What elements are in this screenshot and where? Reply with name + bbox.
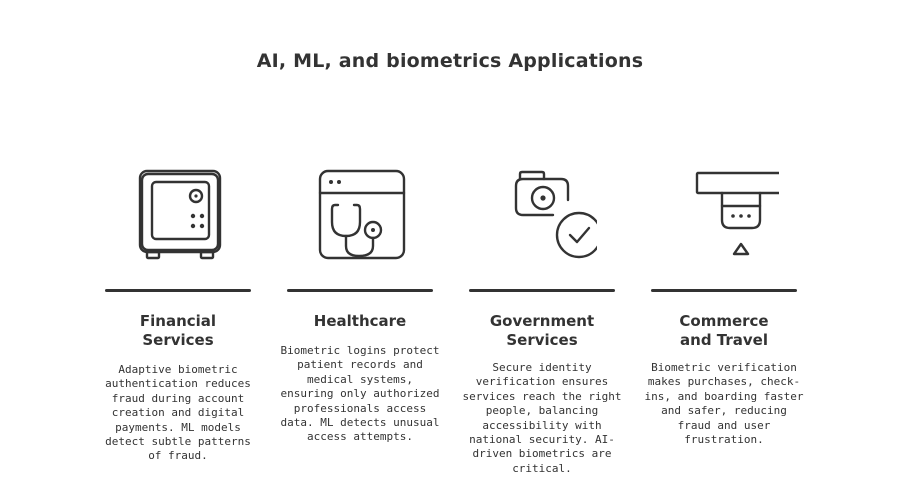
section-divider xyxy=(287,289,433,292)
section-divider xyxy=(469,289,615,292)
camera-check-icon xyxy=(467,160,617,270)
section-divider xyxy=(651,289,797,292)
column-commerce-and-travel xyxy=(644,160,804,490)
column-government-services xyxy=(462,160,622,490)
column-heading: Financial Services xyxy=(139,312,217,349)
section-divider xyxy=(105,289,251,292)
safe-icon xyxy=(103,160,253,270)
column-description: Biometric verification makes purchases, check-ins, and boarding faster and safer, reducing fraud and user frustration. xyxy=(644,361,804,447)
column-healthcare xyxy=(280,160,440,490)
column-description: Adaptive biometric authentication reduces fraud during account creation and digital payments. ML models detect subtle patterns of fraud. xyxy=(105,363,251,463)
column-heading: Commerce and Travel xyxy=(679,312,769,349)
column-heading: Healthcare xyxy=(313,312,407,330)
page-title: AI, ML, and biometrics Applications xyxy=(256,50,644,72)
column-heading: Government Services xyxy=(489,312,595,349)
column-description: Secure identity verification ensures services reach the right people, balancing accessibility with national security. AI-driven biometrics are critical. xyxy=(462,361,622,475)
card-terminal-icon xyxy=(649,160,799,270)
column-description: Biometric logins protect patient records and medical systems, ensuring only authorized professionals access data. ML detects unusual access attempts. xyxy=(280,344,440,444)
column-financial-services xyxy=(103,160,253,490)
stethoscope-browser-icon xyxy=(285,160,435,270)
